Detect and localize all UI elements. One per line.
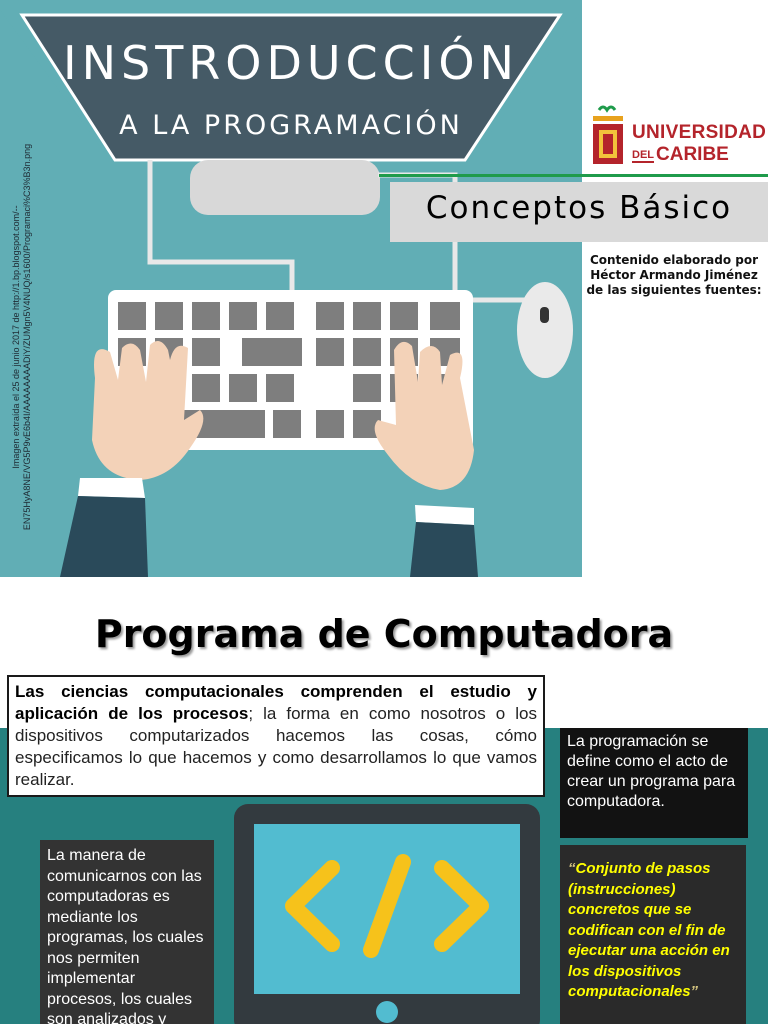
definition-text: ; la forma en como nosotros o los dispositivos computarizados hacemos las cosas, cómo especificamos lo que hacemos y como desarrollamos lo que vamos realizar. (15, 704, 537, 789)
subtitle: Conceptos Básico (425, 190, 733, 226)
section-title: Programa de Computadora (94, 612, 674, 656)
programming-definition: La programación se define como el acto de crear un programa para computadora. (560, 728, 748, 838)
definition-bold: Las ciencias computacionales comprenden el estudio y aplicación de los procesos (15, 682, 537, 723)
university-name-prefix: DEL (632, 149, 654, 161)
hero-illustration (0, 0, 582, 577)
author-line2: Héctor Armando Jiménez (590, 268, 758, 282)
author-line3: de las siguientes fuentes: (586, 283, 762, 297)
communication-text-box: La manera de comunicarnos con las computadoras es mediante los programas, los cuales nos permiten implementar procesos, los cuales son analizados y (40, 840, 214, 1024)
university-name-line1: UNIVERSIDAD (632, 122, 767, 143)
divider-line (379, 174, 768, 177)
university-name-caribe: CARIBE (656, 144, 729, 165)
author-credit (580, 253, 768, 298)
logo-emblem-icon (585, 102, 633, 174)
image-credit: Imagen extraída el 25 de junio 2017 de http://1.bp.blogspot.com/--EN75HyA8NE/VG5P9vE6b4I/AAAAAAAADiY/ZUMgn5V4NUQ/s1600/Programaci%C3%B3n.png (11, 143, 32, 531)
author-line1: Contenido elaborado por (589, 253, 759, 267)
university-name-line2 (632, 144, 729, 166)
hero-subtitle: A LA PROGRAMACIÓN (119, 110, 463, 141)
hero-title: INSTRODUCCIÓN (63, 36, 519, 90)
quote-open: “ (568, 860, 576, 877)
definition-box (7, 675, 545, 797)
quote-text: Conjunto de pasos (instrucciones) concretos que se codifican con el fin de ejecutar una acción en los dispositivos computacionales (568, 860, 730, 1000)
quote-box (560, 845, 746, 1024)
quote-close: ” (690, 983, 699, 1000)
